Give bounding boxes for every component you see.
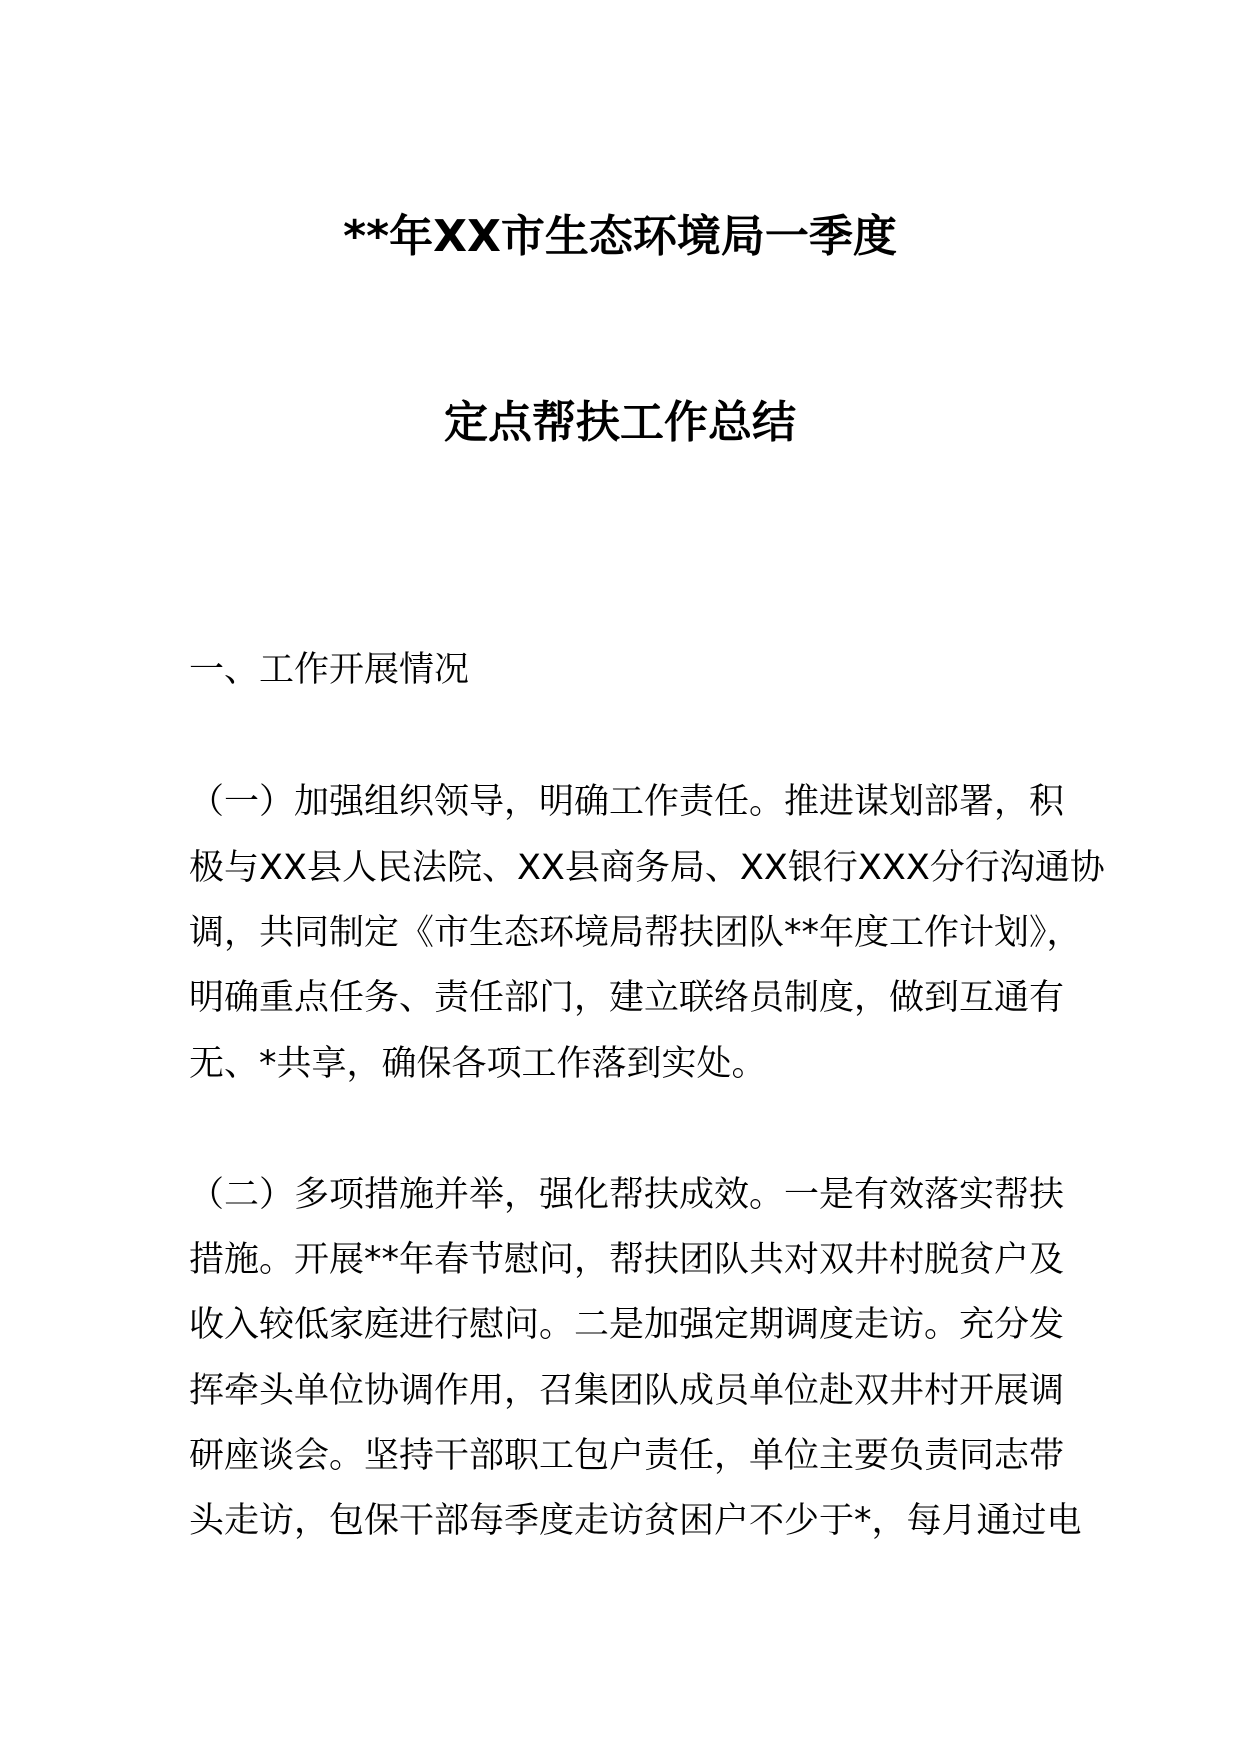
paragraph-line: （二）多项措施并举，强化帮扶成效。一是有效落实帮扶	[189, 1175, 1065, 1215]
paragraph-line: 头走访，包保干部每季度走访贫困户不少于*，每月通过电	[189, 1501, 1082, 1541]
paragraph-line: 明确重点任务、责任部门，建立联络员制度，做到互通有	[189, 978, 1065, 1018]
paragraph-line: 挥牵头单位协调作用，召集团队成员单位赴双井村开展调	[189, 1371, 1065, 1411]
section-heading: 一、工作开展情况	[189, 650, 470, 690]
paragraph-line: 研座谈会。坚持干部职工包户责任，单位主要负责同志带	[189, 1436, 1065, 1476]
document-title-line2: 定点帮扶工作总结	[444, 397, 796, 448]
paragraph-line: 调，共同制定《市生态环境局帮扶团队**年度工作计划》，	[189, 913, 1082, 953]
paragraph-line: 极与XX县人民法院、XX县商务局、XX银行XXX分行沟通协	[189, 848, 1105, 888]
paragraph-line: 措施。开展**年春节慰问，帮扶团队共对双井村脱贫户及	[189, 1240, 1065, 1280]
paragraph-line: 收入较低家庭进行慰问。二是加强定期调度走访。充分发	[189, 1305, 1065, 1345]
paragraph-line: 无、*共享，确保各项工作落到实处。	[189, 1044, 767, 1084]
document-title-line1: **年XX市生态环境局一季度	[343, 211, 897, 262]
paragraph-line: （一）加强组织领导，明确工作责任。推进谋划部署，积	[189, 782, 1065, 822]
